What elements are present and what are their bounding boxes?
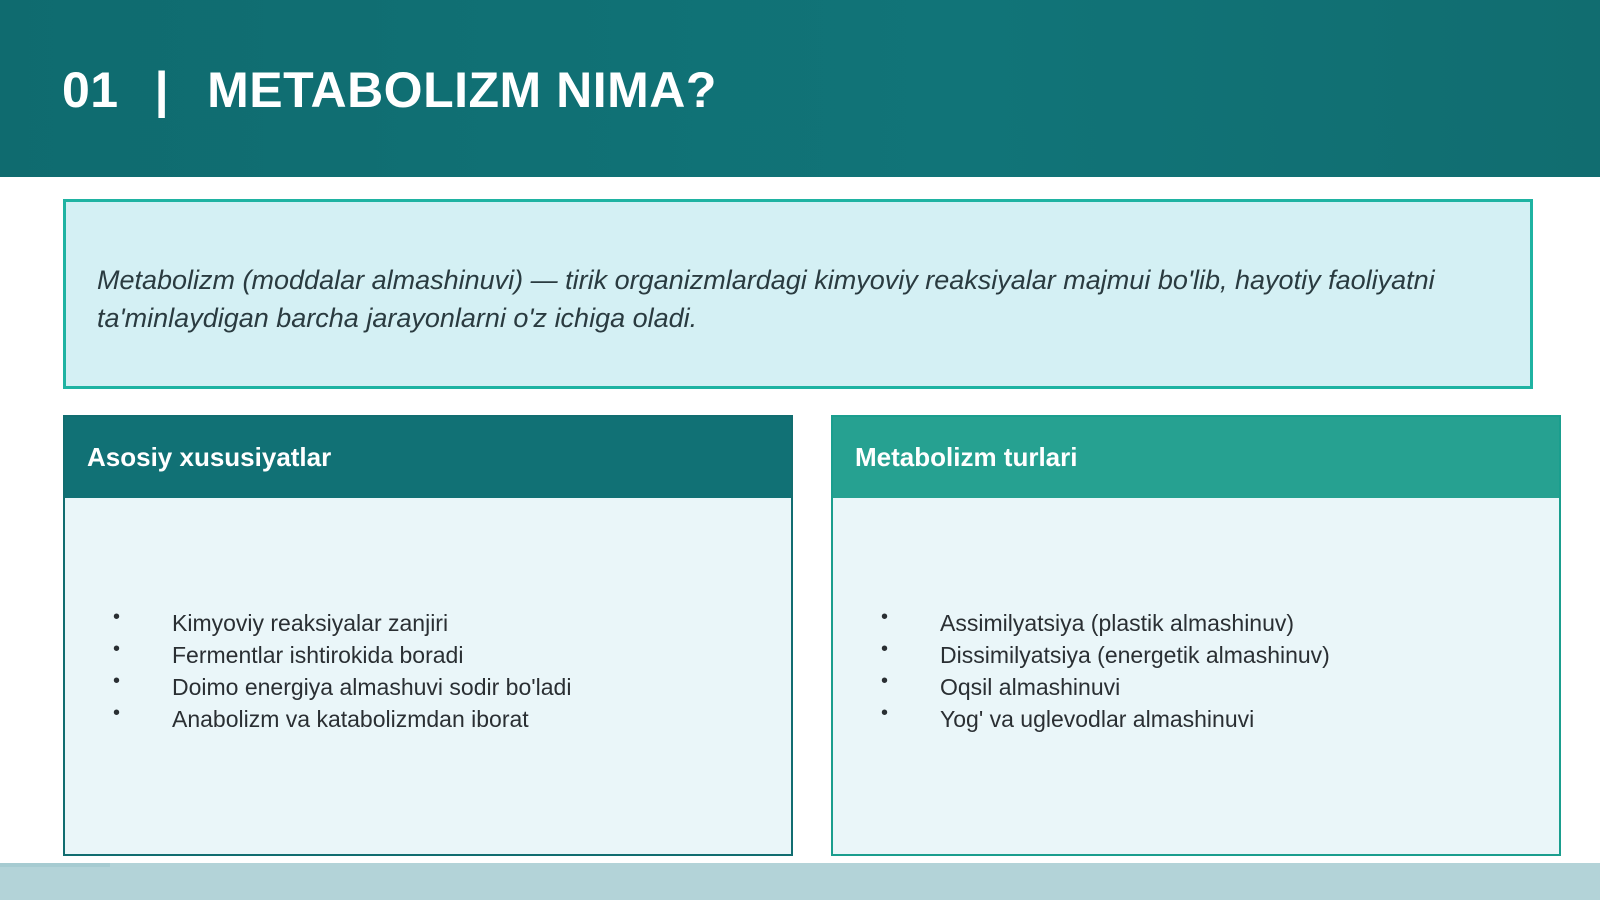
- list-item: [65, 639, 571, 671]
- list-item-text: Doimo energiya almashuvi sodir bo'ladi: [172, 674, 572, 700]
- list-item-text: Dissimilyatsiya (energetik almashinuv): [940, 642, 1330, 668]
- list-item-text: Oqsil almashinuvi: [940, 674, 1121, 700]
- card-main-properties: [63, 415, 793, 856]
- bullet-icon: •: [881, 606, 889, 628]
- bullet-icon: •: [113, 702, 121, 724]
- list-item-text: Yog' va uglevodlar almashinuvi: [940, 706, 1255, 732]
- footer-accent: [0, 863, 110, 867]
- bullet-icon: •: [113, 638, 121, 660]
- footer-band: [0, 863, 1600, 900]
- bullet-icon: •: [113, 606, 121, 628]
- bullet-icon: •: [113, 670, 121, 692]
- properties-list: [65, 607, 571, 735]
- list-item-text: Fermentlar ishtirokida boradi: [172, 642, 464, 668]
- list-item: [65, 703, 571, 735]
- slide-header: [0, 0, 1600, 177]
- list-item-text: Anabolizm va katabolizmdan iborat: [172, 706, 529, 732]
- list-item: [65, 671, 571, 703]
- list-item: [833, 703, 1330, 735]
- card-title: Asosiy xususiyatlar: [87, 442, 332, 472]
- bullet-icon: •: [881, 638, 889, 660]
- bullet-icon: •: [881, 670, 889, 692]
- list-item-text: Assimilyatsiya (plastik almashinuv): [940, 610, 1295, 636]
- title-separator: |: [154, 62, 170, 118]
- definition-box: [63, 199, 1533, 389]
- card-header-metabolism-types: [833, 417, 1559, 498]
- bullet-icon: •: [881, 702, 889, 724]
- card-header-main-properties: [65, 417, 791, 498]
- list-item: [833, 671, 1330, 703]
- card-title: Metabolizm turlari: [855, 442, 1078, 472]
- types-list: [833, 607, 1330, 735]
- list-item-text: Kimyoviy reaksiyalar zanjiri: [172, 610, 449, 636]
- list-item: [833, 607, 1330, 639]
- card-metabolism-types: [831, 415, 1561, 856]
- list-item: [65, 607, 571, 639]
- slide-heading: METABOLIZM NIMA?: [207, 62, 717, 118]
- slide-number: 01: [62, 62, 119, 118]
- slide-title: [62, 58, 717, 122]
- definition-text: Metabolizm (moddalar almashinuvi) — tirik organizmlardagi kimyoviy reaksiyalar majmui bo'lib, hayotiy faoliyatni ta'minlaydigan barcha jarayonlarni o'z ichiga oladi.: [97, 265, 1435, 333]
- list-item: [833, 639, 1330, 671]
